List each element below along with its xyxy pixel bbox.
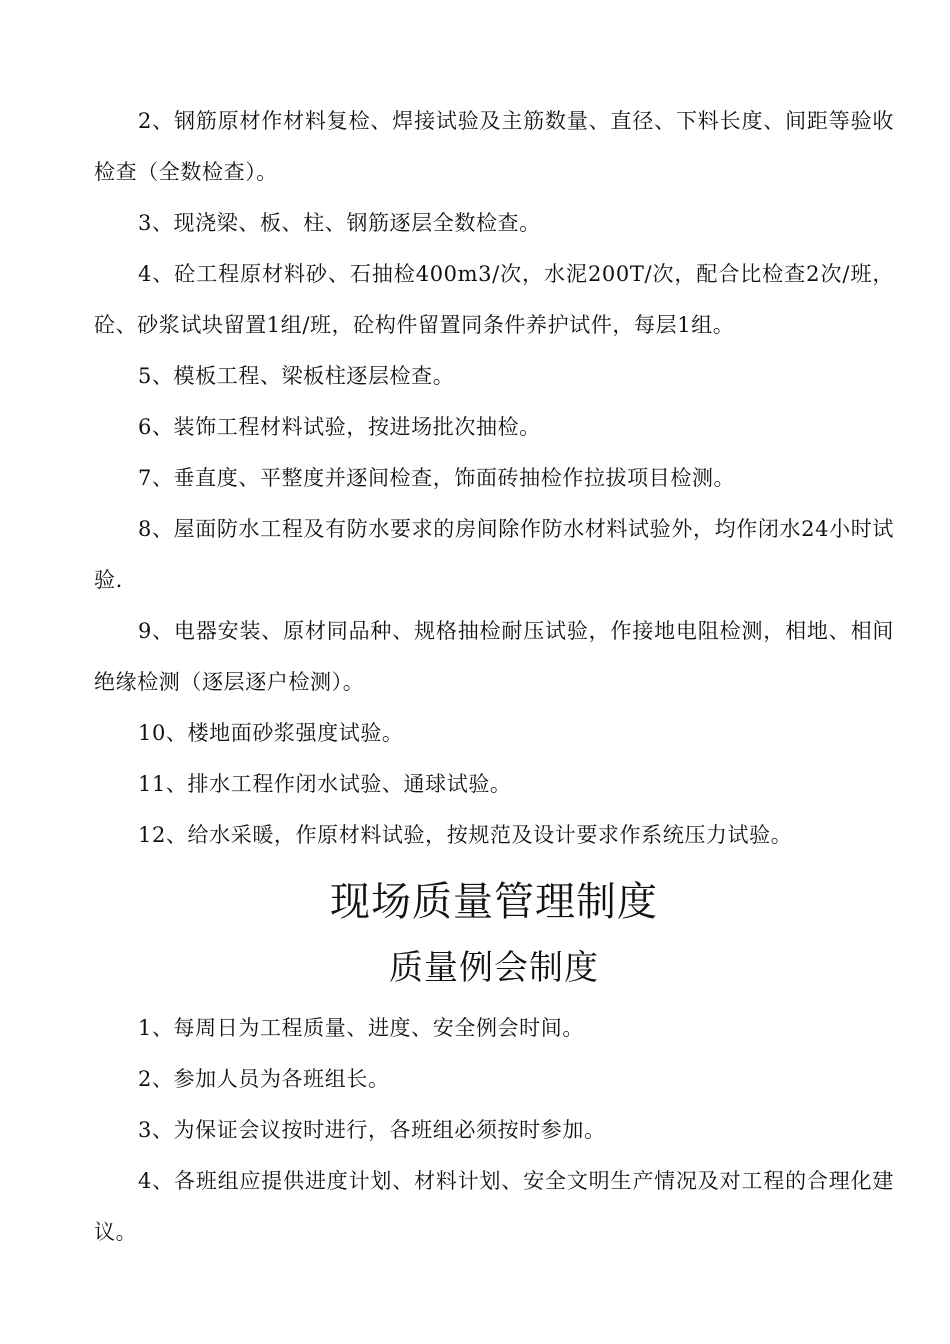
section-title: 现场质量管理制度 [330,879,658,925]
inspection-item-8: 8、屋面防水工程及有防水要求的房间除作防水材料试验外，均作闭水24小时试验. [94,517,894,592]
meeting-rule-2: 2、参加人员为各班组长。 [138,1067,390,1091]
inspection-item-4: 4、砼工程原材料砂、石抽检400m3/次，水泥200T/次，配合比检查2次/班，砼、砂浆试块留置1组/班，砼构件留置同条件养护试件，每层1组。 [94,262,894,337]
document-body [94,96,894,1258]
section-subtitle: 质量例会制度 [389,948,599,988]
inspection-item-6: 6、装饰工程材料试验，按进场批次抽检。 [138,415,541,439]
inspection-item-10: 10、楼地面砂浆强度试验。 [138,721,404,745]
inspection-item-12: 12、给水采暖，作原材料试验，按规范及设计要求作系统压力试验。 [138,823,793,847]
inspection-item-3: 3、现浇梁、板、柱、钢筋逐层全数检查。 [138,211,541,235]
inspection-item-5: 5、模板工程、梁板柱逐层检查。 [138,364,455,388]
meeting-rule-3: 3、为保证会议按时进行，各班组必须按时参加。 [138,1118,606,1142]
meeting-rule-4: 4、各班组应提供进度计划、材料计划、安全文明生产情况及对工程的合理化建议。 [94,1169,894,1244]
inspection-item-11: 11、排水工程作闭水试验、通球试验。 [138,772,512,796]
inspection-item-9: 9、电器安装、原材同品种、规格抽检耐压试验，作接地电阻检测，相地、相间绝缘检测（逐层逐户检测）。 [94,619,894,694]
inspection-item-2: 2、钢筋原材作材料复检、焊接试验及主筋数量、直径、下料长度、间距等验收检查（全数检查）。 [94,109,894,184]
meeting-rule-1: 1、每周日为工程质量、进度、安全例会时间。 [138,1016,584,1040]
inspection-item-7: 7、垂直度、平整度并逐间检查，饰面砖抽检作拉拔项目检测。 [138,466,736,490]
